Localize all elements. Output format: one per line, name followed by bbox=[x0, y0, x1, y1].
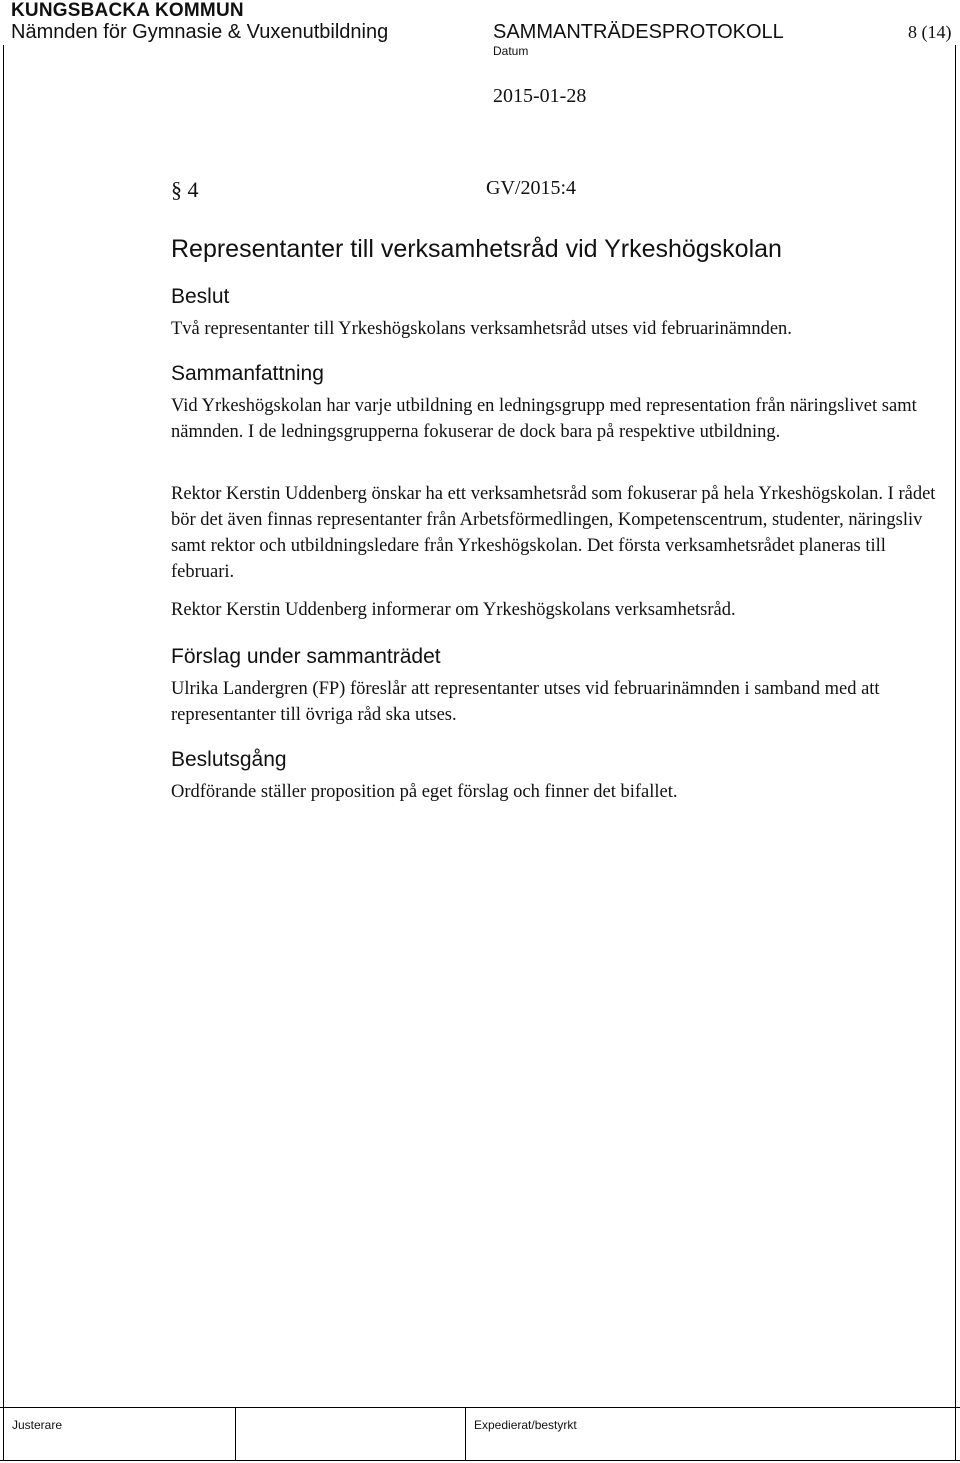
section-title: Representanter till verksamhetsråd vid Yrkeshögskolan bbox=[171, 235, 782, 263]
sammanfattning-paragraph-1: Vid Yrkeshögskolan har varje utbildning en ledningsgrupp med representation från näringslivet samt nämnden. I de ledningsgrupperna fokuserar de dock bara på respektive utbildning. bbox=[171, 396, 917, 442]
page-number: 8 (14) bbox=[908, 22, 952, 42]
beslutsgang-text: Ordförande ställer proposition på eget förslag och finner det bifallet. bbox=[171, 782, 678, 802]
expedierat-box bbox=[465, 1408, 956, 1460]
left-margin-line bbox=[3, 45, 4, 1407]
paragraph-number: § 4 bbox=[171, 177, 199, 202]
forslag-text: Ulrika Landergren (FP) föreslår att representanter utses vid februarinämnden i samband med att representanter till övriga råd ska utses. bbox=[171, 679, 880, 725]
beslut-text: Två representanter till Yrkeshögskolans verksamhetsråd utses vid februarinämnden. bbox=[171, 319, 792, 339]
committee-name: Nämnden för Gymnasie & Vuxenutbildning bbox=[11, 21, 389, 43]
right-margin-line bbox=[955, 45, 956, 1407]
expedierat-label: Expedierat/bestyrkt bbox=[474, 1418, 577, 1432]
case-number: GV/2015:4 bbox=[486, 177, 576, 199]
footer-bottom-border bbox=[0, 1460, 960, 1461]
sammanfattning-paragraph-2: Rektor Kerstin Uddenberg önskar ha ett verksamhetsråd som fokuserar på hela Yrkeshögskolan. I rådet bör det även finnas representanter från Arbetsförmedlingen, Kompetenscentrum, studenter, näringsliv samt rektor och utbildningsledare från Yrkeshögskolan. Det första verksamhetsrådet planeras till februari. bbox=[171, 484, 936, 582]
justerare-box-1 bbox=[3, 1408, 236, 1460]
document-type: SAMMANTRÄDESPROTOKOLL bbox=[493, 21, 784, 43]
organization-name: KUNGSBACKA KOMMUN bbox=[11, 0, 244, 21]
beslutsgang-heading: Beslutsgång bbox=[171, 748, 287, 771]
date-value: 2015-01-28 bbox=[493, 85, 587, 107]
beslut-heading: Beslut bbox=[171, 285, 230, 308]
justerare-box-2 bbox=[234, 1408, 466, 1460]
forslag-heading: Förslag under sammanträdet bbox=[171, 645, 441, 668]
date-label: Datum bbox=[493, 44, 529, 58]
justerare-label: Justerare bbox=[12, 1418, 63, 1432]
sammanfattning-paragraph-3: Rektor Kerstin Uddenberg informerar om Yrkeshögskolans verksamhetsråd. bbox=[171, 600, 736, 620]
sammanfattning-heading: Sammanfattning bbox=[171, 362, 324, 385]
